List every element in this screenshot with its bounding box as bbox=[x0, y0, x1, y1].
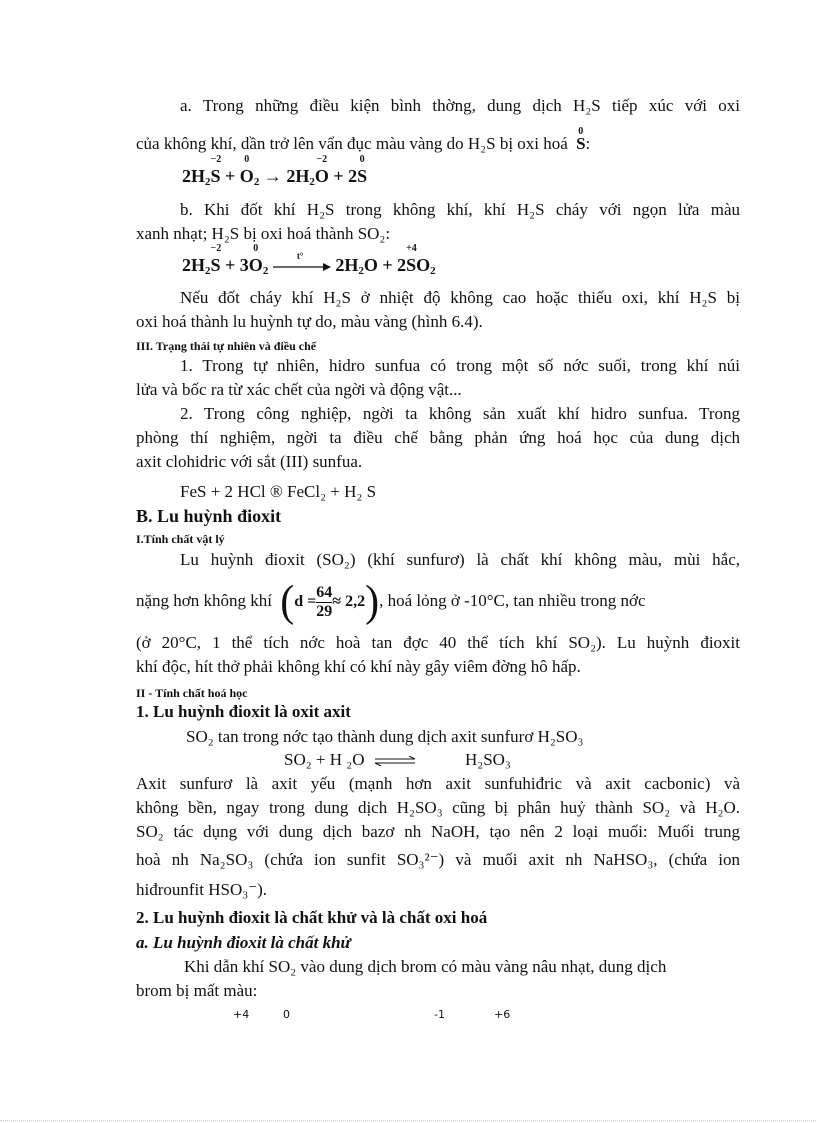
paragraph: SO₂ tác dụng với dung dịch bazơ nh NaOH, tạo nên 2 loại muối: Muối trung bbox=[136, 822, 740, 841]
paragraph: (ở 20°C, 1 thể tích nớc hoà tan đợc 40 thể tích khí SO₂). Lu huỳnh đioxit bbox=[136, 633, 740, 652]
paragraph: Khi dẫn khí SO₂ vào dung dịch brom có màu vàng nâu nhạt, dung dịch bbox=[184, 957, 667, 976]
paragraph: Axit sunfurơ là axit yếu (mạnh hơn axit sunfuhiđric và axit cacbonic) và bbox=[136, 774, 740, 793]
oxidation-number: 0 bbox=[283, 1008, 290, 1021]
paragraph: b. Khi đốt khí H₂S trong không khí, khí H₂S cháy với ngọn lửa màu bbox=[180, 200, 740, 219]
paragraph: phòng thí nghiệm, ngời ta điều chế bằng phản ứng hoá học của dung dịch bbox=[136, 428, 740, 447]
paragraph: oxi hoá thành lu huỳnh tự do, màu vàng (hình 6.4). bbox=[136, 312, 483, 331]
equation-3: FeS + 2 HCl ® FeCl₂ + H₂ S bbox=[180, 482, 377, 501]
equation-1: $2H_2$ −2 S + 0 $O_2 \to 2H_2$ −2 O + 2 0 S bbox=[182, 154, 368, 188]
equation-2: $2H_2$ −2 S + 3 0 $O_2$ t° $2H_2O + 2$ +4 $SO_2$ bbox=[182, 243, 436, 277]
oxidation-number: +6 bbox=[494, 1008, 511, 1021]
paragraph: của không khí, dần trở lên vẩn đục màu vàng do H₂S bị oxi hoá 0 S: bbox=[136, 126, 591, 153]
paragraph: axit clohidric với sắt (III) sunfua. bbox=[136, 452, 363, 471]
page-bottom-border bbox=[0, 1120, 816, 1121]
oxidation-number: +4 bbox=[233, 1008, 250, 1021]
paragraph: SO₂ tan trong nớc tạo thành dung dịch axit sunfurơ H₂SO₃ bbox=[186, 727, 584, 746]
paragraph: khí độc, hít thở phải không khí có khí này gây viêm đờng hô hấp. bbox=[136, 657, 581, 676]
equilibrium-arrow bbox=[373, 750, 417, 772]
paragraph: lửa và bốc ra từ xác chết của ngời và động vật... bbox=[136, 380, 462, 399]
section-heading: B. Lu huỳnh đioxit bbox=[136, 506, 282, 526]
section-heading: 2. Lu huỳnh đioxit là chất khử và là chất oxi hoá bbox=[136, 908, 488, 927]
paragraph: 1. Trong tự nhiên, hidro sunfua có trong một số nớc suối, trong khí núi bbox=[180, 356, 740, 375]
section-heading: II - Tính chất hoá học bbox=[136, 686, 248, 700]
paragraph: Lu huỳnh đioxit (SO₂) (khí sunfurơ) là chất khí không màu, mùi hắc, bbox=[180, 550, 740, 569]
paragraph: 2. Trong công nghiệp, ngời ta không sản xuất khí hidro sunfua. Trong bbox=[180, 404, 740, 423]
paragraph: hoà nh Na₂SO₃ (chứa ion sunfit SO₃²⁻) và muối axit nh NaHSO₃, (chứa ion bbox=[136, 850, 740, 869]
section-heading: 1. Lu huỳnh đioxit là oxit axit bbox=[136, 702, 351, 721]
section-heading: I.Tính chất vật lý bbox=[136, 532, 225, 546]
paragraph: brom bị mất màu: bbox=[136, 981, 258, 1000]
density-formula: (d = $\frac{64}{29}$ ≈ 2,2) bbox=[280, 577, 380, 627]
paragraph: không bền, ngay trong dung dịch H₂SO₃ cũng bị phân huỷ thành SO₂ và H₂O. bbox=[136, 798, 740, 817]
reaction-arrow: t° bbox=[273, 261, 331, 273]
section-heading: a. Lu huỳnh đioxit là chất khử bbox=[136, 933, 351, 952]
paragraph: nặng hơn không khí (d = $\frac{64}{29}$ ≈ 2,2), hoá lỏng ở -10°C, tan nhiều trong nớc bbox=[136, 577, 646, 627]
paragraph: Nếu đốt cháy khí H₂S ở nhiệt độ không cao hoặc thiếu oxi, khí H₂S bị bbox=[180, 288, 740, 307]
equation-4: SO₂ + H ₂O H₂SO₃ bbox=[284, 749, 584, 772]
paragraph: hiđrounfit HSO₃⁻). bbox=[136, 880, 268, 899]
oxidation-number: -1 bbox=[434, 1008, 445, 1021]
paragraph: xanh nhạt; H₂S bị oxi hoá thành SO₂: bbox=[136, 224, 391, 243]
section-heading: III. Trạng thái tự nhiên và điều chế bbox=[136, 339, 317, 353]
paragraph: a. Trong những điều kiện bình thờng, dung dịch H₂S tiếp xúc với oxi bbox=[180, 96, 740, 115]
oxidation-symbol: 0 S bbox=[576, 126, 586, 153]
